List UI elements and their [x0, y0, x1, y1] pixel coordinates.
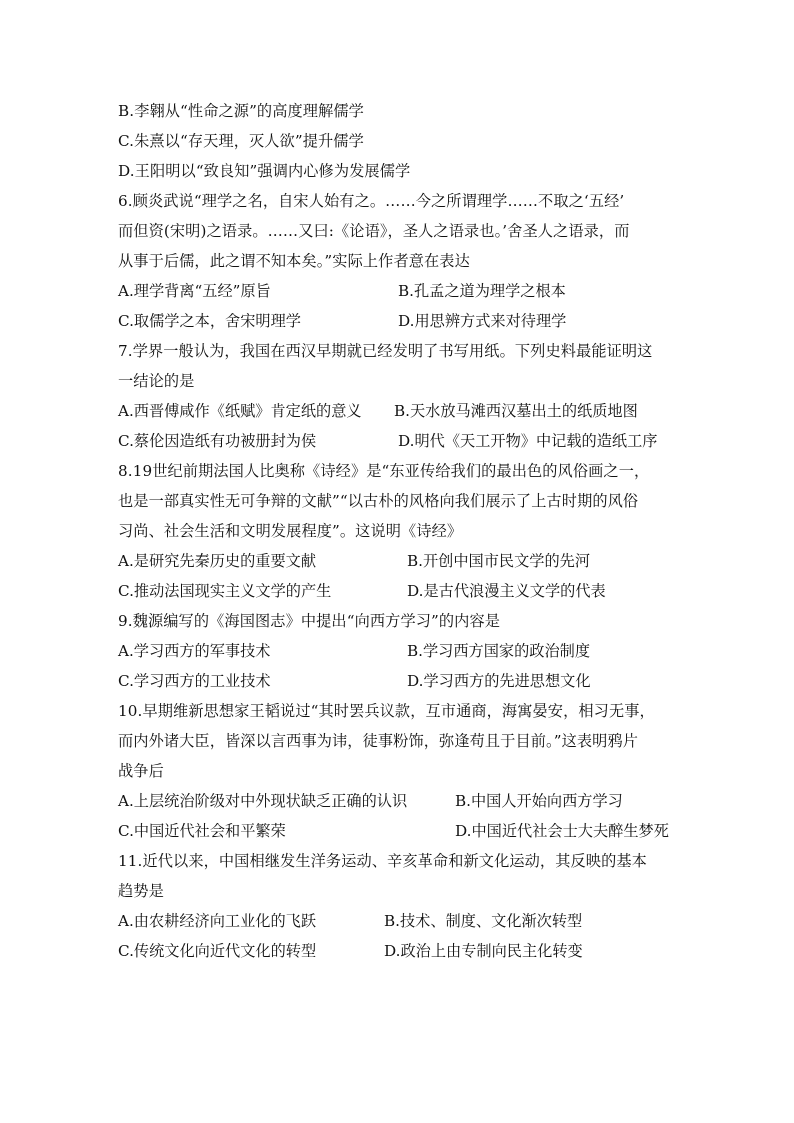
- q9-options-row-1: [118, 636, 688, 666]
- q6-option-c: C.取儒学之本，舍宋明理学: [118, 312, 301, 330]
- q10-options-row-1: [118, 786, 688, 816]
- q9-option-d: D.学习西方的先进思想文化: [407, 672, 591, 690]
- q8-option-a: A.是研究先秦历史的重要文献: [118, 552, 317, 570]
- q7-options-row-2: [118, 426, 688, 456]
- q9-options-row-2: [118, 666, 688, 696]
- q7-stem-line-1: 7.学界一般认为，我国在西汉早期就已经发明了书写用纸。下列史料最能证明这: [118, 342, 653, 360]
- q11-option-c: C.传统文化向近代文化的转型: [118, 942, 317, 960]
- q8-option-c: C.推动法国现实主义文学的产生: [118, 582, 332, 600]
- q8-option-b: B.开创中国市民文学的先河: [407, 552, 591, 570]
- q8-stem-line-3: 习尚、社会生活和文明发展程度”。这说明《诗经》: [118, 522, 463, 540]
- q7-option-c: C.蔡伦因造纸有功被册封为侯: [118, 432, 317, 450]
- q9-stem-line-1: 9.魏源编写的《海国图志》中提出“向西方学习”的内容是: [118, 612, 501, 630]
- q6-option-a: A.理学背离“五经”原旨: [118, 282, 271, 300]
- q10-option-b: B.中国人开始向西方学习: [455, 792, 623, 810]
- q7-option-d: D.明代《天工开物》中记载的造纸工序: [398, 432, 658, 450]
- q10-option-a: A.上层统治阶级对中外现状缺乏正确的认识: [118, 792, 408, 810]
- q9-option-a: A.学习西方的军事技术: [118, 642, 271, 660]
- q11-stem-line-2: 趋势是: [118, 882, 164, 900]
- q6-option-d: D.用思辨方式来对待理学: [398, 312, 567, 330]
- q11-options-row-2: [118, 936, 688, 966]
- q8-options-row-2: [118, 576, 688, 606]
- q10-stem-line-3: 战争后: [118, 762, 164, 780]
- q6-stem-line-1: 6.顾炎武说“理学之名，自宋人始有之。……今之所谓理学……不取之‘五经’: [118, 192, 625, 210]
- q5-option-c: C.朱熹以“存天理，灭人欲”提升儒学: [118, 132, 364, 150]
- q6-option-b: B.孔孟之道为理学之根本: [398, 282, 566, 300]
- q11-option-b: B.技术、制度、文化渐次转型: [384, 912, 583, 930]
- q10-option-d: D.中国近代社会士大夫醉生梦死: [455, 822, 669, 840]
- q11-option-a: A.由农耕经济向工业化的飞跃: [118, 912, 317, 930]
- q9-option-c: C.学习西方的工业技术: [118, 672, 271, 690]
- q8-option-d: D.是古代浪漫主义文学的代表: [407, 582, 606, 600]
- exam-page: [118, 96, 688, 966]
- q11-option-d: D.政治上由专制向民主化转变: [384, 942, 583, 960]
- q7-option-b: B.天水放马滩西汉墓出土的纸质地图: [394, 402, 638, 420]
- q11-options-row-1: [118, 906, 688, 936]
- q6-options-row-2: [118, 306, 688, 336]
- q8-options-row-1: [118, 546, 688, 576]
- q7-options-row-1: [118, 396, 688, 426]
- q7-option-a: A.西晋傅咸作《纸赋》肯定纸的意义: [118, 402, 362, 420]
- q11-stem-line-1: 11.近代以来，中国相继发生洋务运动、辛亥革命和新文化运动，其反映的基本: [118, 852, 647, 870]
- q8-stem-line-1: 8.19世纪前期法国人比奥称《诗经》是“东亚传给我们的最出色的风俗画之一，: [118, 462, 650, 480]
- q10-stem-line-1: 10.早期维新思想家王韬说过“其时罢兵议款，互市通商，海寓晏安，相习无事，: [118, 702, 655, 720]
- q9-option-b: B.学习西方国家的政治制度: [407, 642, 591, 660]
- q10-options-row-2: [118, 816, 688, 846]
- q10-option-c: C.中国近代社会和平繁荣: [118, 822, 286, 840]
- q6-options-row-1: [118, 276, 688, 306]
- q5-option-b: B.李翱从“性命之源”的高度理解儒学: [118, 102, 364, 120]
- q7-stem-line-2: 一结论的是: [118, 372, 195, 390]
- q8-stem-line-2: 也是一部真实性无可争辩的文献”“以古朴的风格向我们展示了上古时期的风俗: [118, 492, 639, 510]
- q5-option-d: D.王阳明以“致良知”强调内心修为发展儒学: [118, 162, 411, 180]
- q6-stem-line-2: 而但资(宋明)之语录。……又曰:《论语》，圣人之语录也。’舍圣人之语录，而: [118, 222, 630, 240]
- q6-stem-line-3: 从事于后儒，此之谓不知本矣。”实际上作者意在表达: [118, 252, 470, 270]
- q10-stem-line-2: 而内外诸大臣，皆深以言西事为讳，徒事粉饰，弥逢苟且于目前。”这表明鸦片: [118, 732, 639, 750]
